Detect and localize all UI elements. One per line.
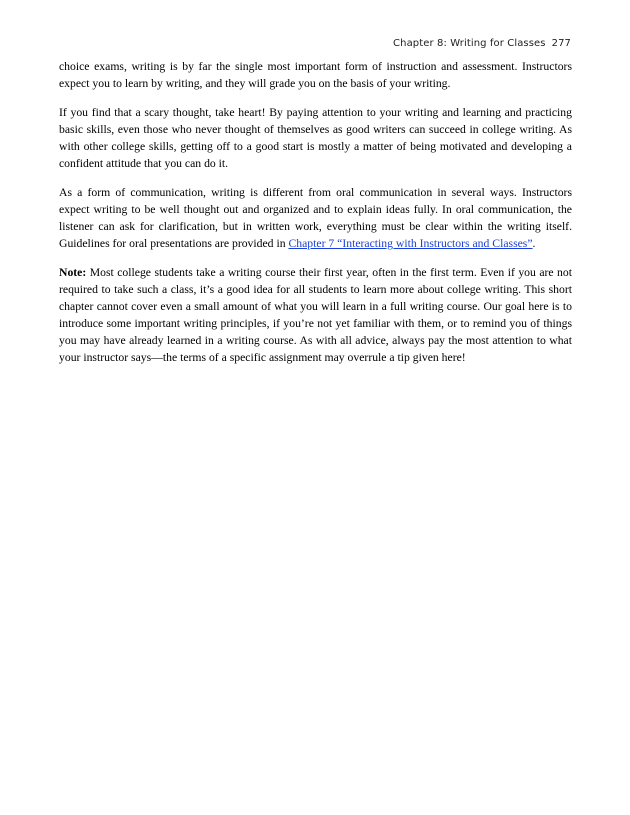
body-text	[59, 58, 572, 378]
running-header	[393, 38, 571, 49]
paragraph-3-text: As a form of communication, writing is different from oral communication in several ways. Instructors expect writing to be well thought out and organized and to explain ideas fully. In oral communication, the listener can ask for clarification, but in written work, everything must be clear within the writing itself. Guidelines for oral presentations are provided in	[59, 186, 572, 250]
paragraph-1: choice exams, writing is by far the single most important form of instruction and assessment. Instructors expect you to learn by writing, and they will grade you on the basis of your writing.	[59, 60, 572, 90]
page-number: 277	[551, 38, 571, 49]
chapter-7-link[interactable]: Chapter 7 “Interacting with Instructors and Classes”	[288, 237, 533, 250]
paragraph-3	[59, 184, 572, 252]
paragraph-2: If you find that a scary thought, take heart! By paying attention to your writing and learning and practicing basic skills, even those who never thought of themselves as good writers can succeed in college writing. As with other college skills, getting off to a good start is mostly a matter of being motivated and developing a confident attitude that you can do it.	[59, 106, 572, 170]
note-paragraph	[59, 264, 572, 366]
chapter-title: Chapter 8: Writing for Classes	[393, 38, 546, 49]
note-label: Note:	[59, 266, 87, 279]
paragraph-3-end: .	[532, 237, 536, 250]
note-text: Most college students take a writing course their first year, often in the first term. Even if you are not required to take such a class, it’s a good idea for all students to learn more about college writing. This short chapter cannot cover even a small amount of what you will learn in a full writing course. Our goal here is to introduce some important writing principles, if you’re not yet familiar with them, or to remind you of things you may have already learned in a writing course. As with all advice, always pay the most attention to what your instructor says—the terms of a specific assignment may overrule a tip given here!	[59, 266, 572, 364]
